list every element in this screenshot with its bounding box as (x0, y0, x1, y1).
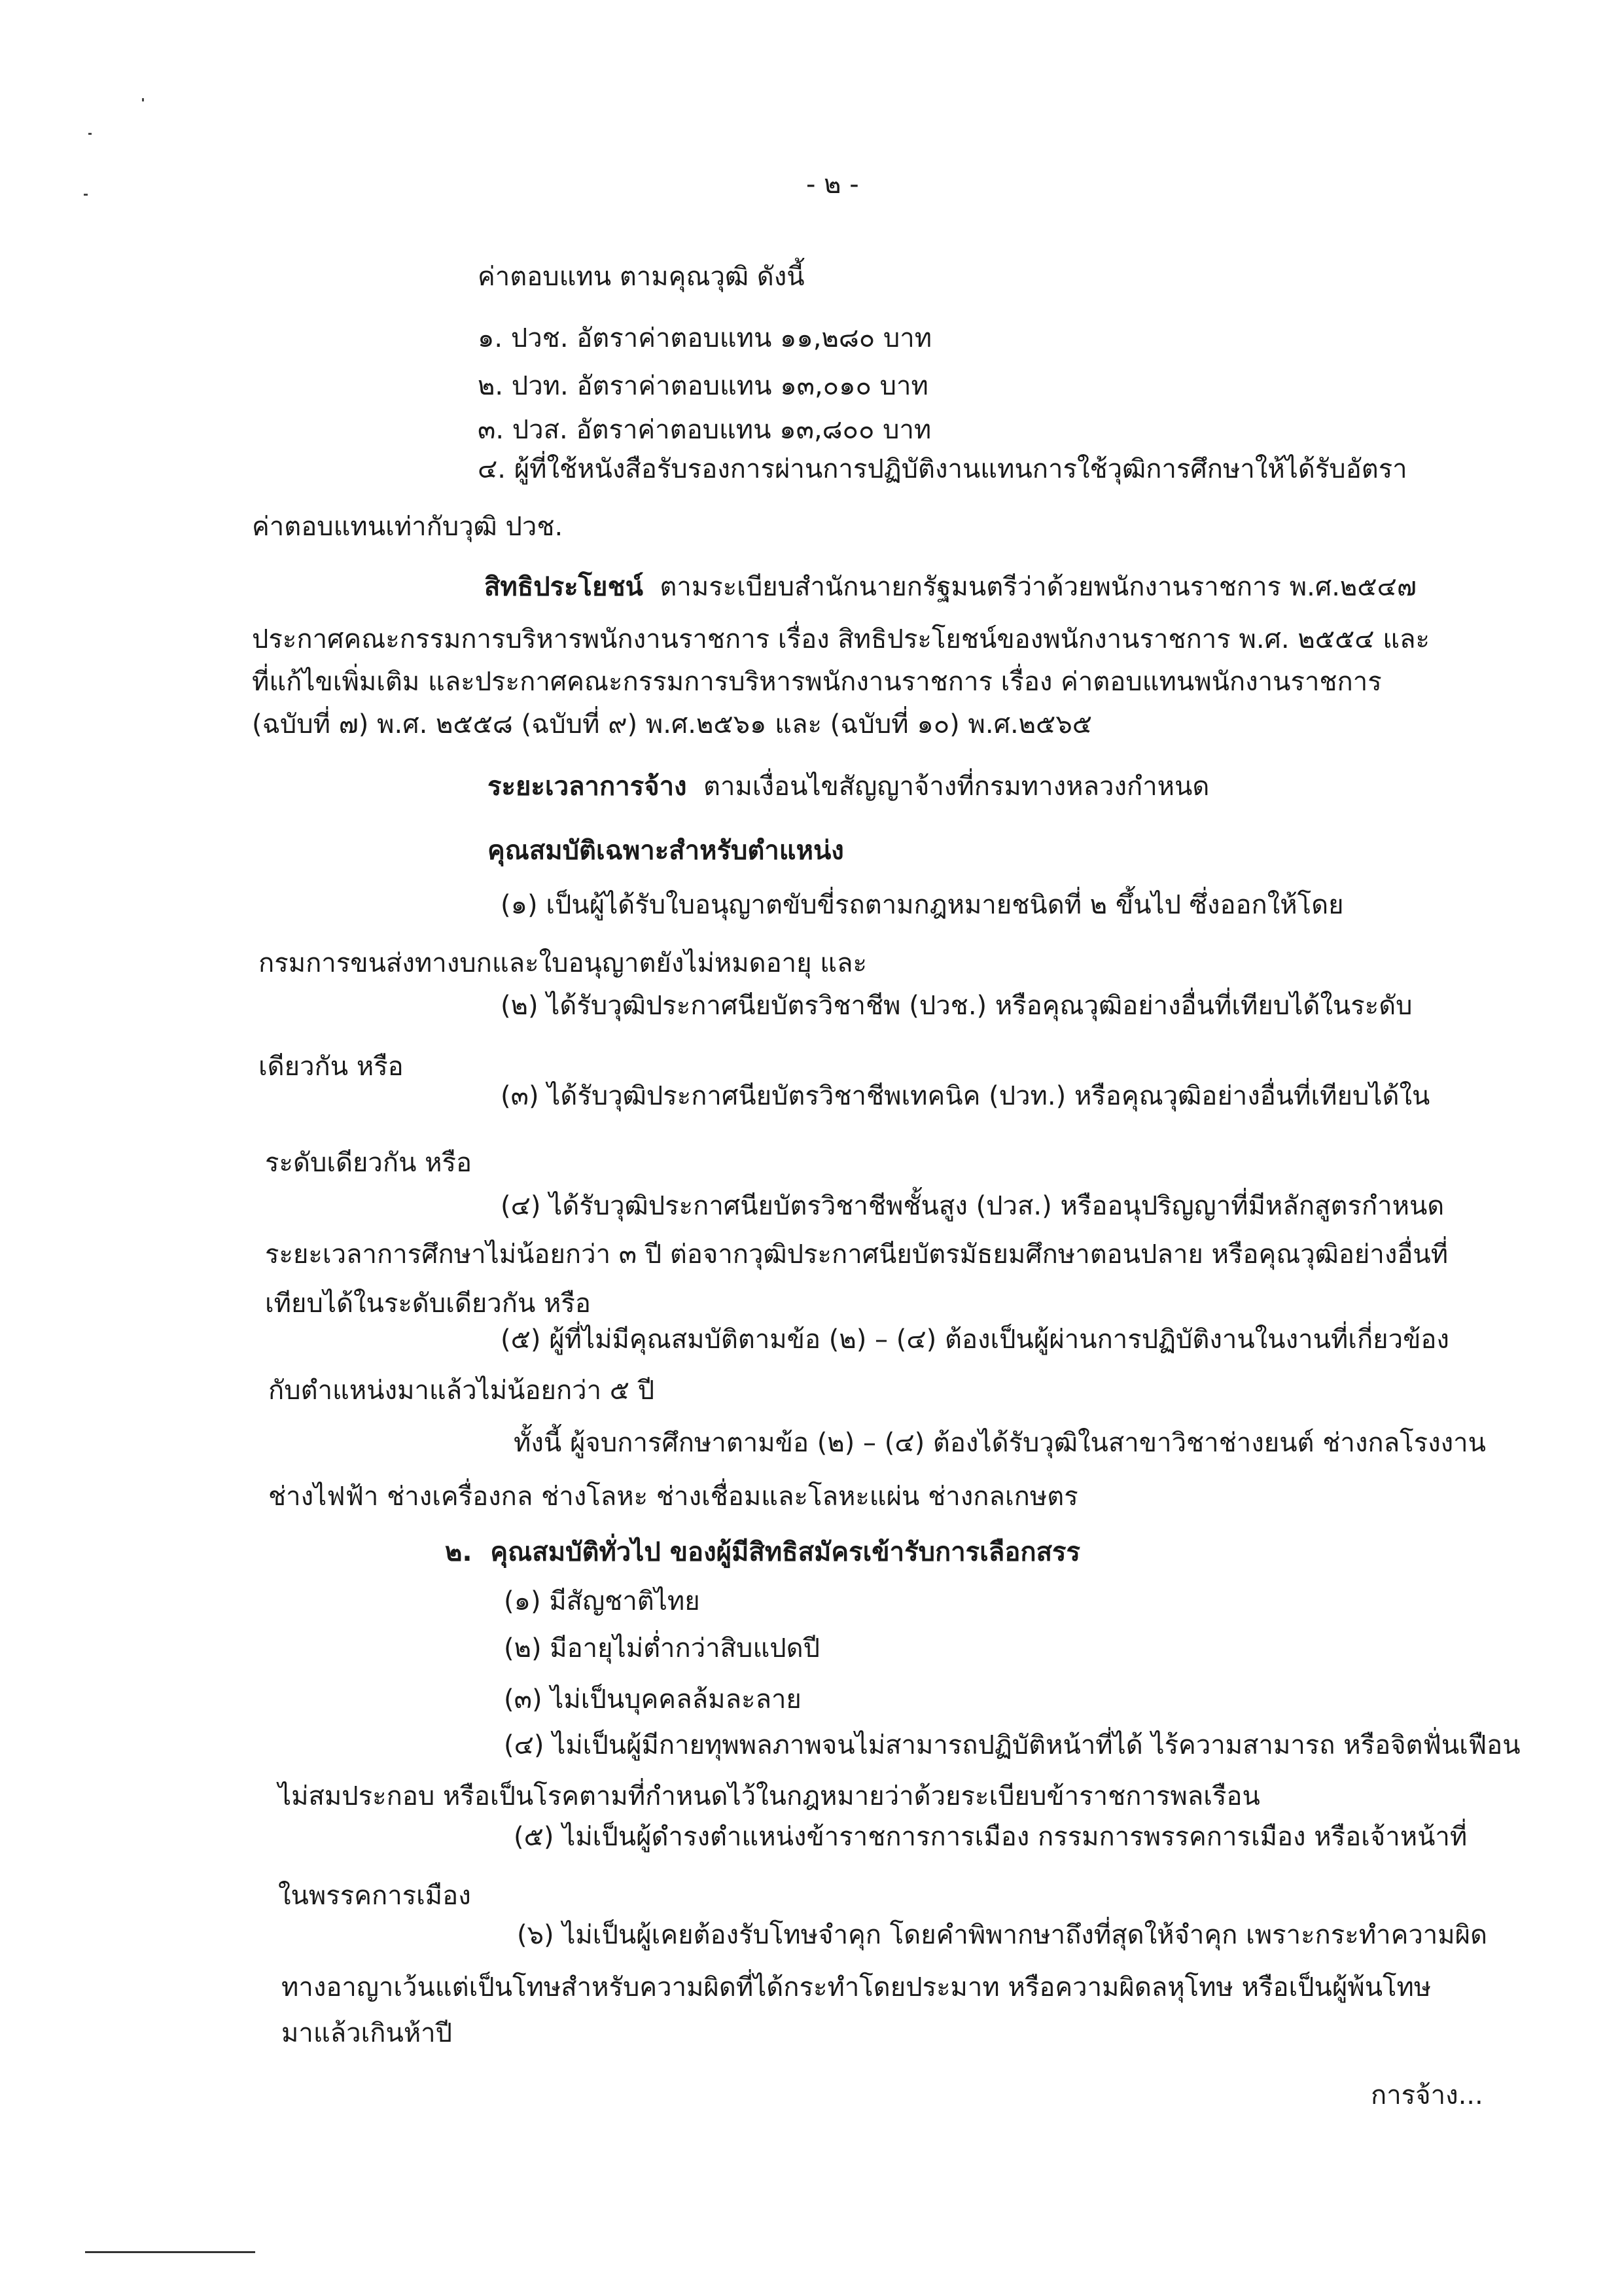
duration-label: ระยะเวลาการจ้าง (487, 772, 687, 802)
page-number: - ๒ - (806, 169, 859, 200)
qualification-3-line-a: (๓) ได้รับวุฒิประกาศนียบัตรวิชาชีพเทคนิค (ปวท.) หรือคุณวุฒิอย่างอื่นที่เทียบได้ใน (501, 1081, 1430, 1111)
benefits-line-1 (484, 569, 1417, 605)
compensation-item-1: ๑. ปวช. อัตราค่าตอบแทน ๑๑,๒๘๐ บาท (478, 323, 932, 353)
compensation-item-4-cont: ค่าตอบแทนเท่ากับวุฒิ ปวช. (252, 512, 563, 542)
qualification-note-line-a: ทั้งนี้ ผู้จบการศึกษาตามข้อ (๒) – (๔) ต้องได้รับวุฒิในสาขาวิชาช่างยนต์ ช่างกลโรงงาน (514, 1428, 1486, 1458)
general-qualifications-number: ๒. (445, 1537, 472, 1567)
benefits-line-4: (ฉบับที่ ๗) พ.ศ. ๒๕๕๘ (ฉบับที่ ๙) พ.ศ.๒๕๖๑ และ (ฉบับที่ ๑๐) พ.ศ.๒๕๖๕ (252, 709, 1092, 739)
qualification-1-line-a: (๑) เป็นผู้ได้รับใบอนุญาตขับขี่รถตามกฎหมายชนิดที่ ๒ ขึ้นไป ซึ่งออกให้โดย (501, 890, 1344, 920)
qualification-4-line-a: (๔) ได้รับวุฒิประกาศนียบัตรวิชาชีพชั้นสูง (ปวส.) หรืออนุปริญญาที่มีหลักสูตรกำหนด (501, 1191, 1445, 1221)
qualification-5-line-b: กับตำแหน่งมาแล้วไม่น้อยกว่า ๕ ปี (268, 1376, 655, 1406)
general-qualifications-heading: คุณสมบัติทั่วไป ของผู้มีสิทธิสมัครเข้ารับการเลือกสรร (490, 1537, 1080, 1567)
general-qualification-6-line-a: (๖) ไม่เป็นผู้เคยต้องรับโทษจำคุก โดยคำพิพากษาถึงที่สุดให้จำคุก เพราะกระทำความผิด (517, 1920, 1488, 1950)
qualification-2-line-b: เดียวกัน หรือ (258, 1052, 404, 1082)
qualification-note-line-b: ช่างไฟฟ้า ช่างเครื่องกล ช่างโลหะ ช่างเชื่อมและโลหะแผ่น ช่างกลเกษตร (268, 1482, 1078, 1512)
general-qualification-1: (๑) มีสัญชาติไทย (504, 1586, 700, 1616)
scan-speck (142, 98, 144, 101)
general-qualification-5-line-b: ในพรรคการเมือง (278, 1881, 471, 1911)
general-qualification-4-line-a: (๔) ไม่เป็นผู้มีกายทุพพลภาพจนไม่สามารถปฏิบัติหน้าที่ได้ ไร้ความสามารถ หรือจิตฟั่นเฟือน (504, 1730, 1521, 1760)
duration-line (487, 769, 1209, 804)
continuation-text: การจ้าง... (1371, 2080, 1483, 2110)
general-qualifications-heading-line (445, 1535, 1080, 1570)
benefits-line-3: ที่แก้ไขเพิ่มเติม และประกาศคณะกรรมการบริหารพนักงานราชการ เรื่อง ค่าตอบแทนพนักงานราชการ (252, 667, 1382, 697)
compensation-item-4: ๔. ผู้ที่ใช้หนังสือรับรองการผ่านการปฏิบัติงานแทนการใช้วุฒิการศึกษาให้ได้รับอัตรา (478, 454, 1407, 484)
compensation-item-2: ๒. ปวท. อัตราค่าตอบแทน ๑๓,๐๑๐ บาท (478, 371, 928, 401)
scan-speck (84, 194, 88, 196)
duration-text: ตามเงื่อนไขสัญญาจ้างที่กรมทางหลวงกำหนด (703, 772, 1210, 802)
benefits-line-2: ประกาศคณะกรรมการบริหารพนักงานราชการ เรื่อง สิทธิประโยชน์ของพนักงานราชการ พ.ศ. ๒๕๕๔ และ (252, 624, 1430, 654)
benefits-text: ตามระเบียบสำนักนายกรัฐมนตรีว่าด้วยพนักงานราชการ พ.ศ.๒๕๔๗ (660, 572, 1417, 602)
qualification-5-line-a: (๕) ผู้ที่ไม่มีคุณสมบัติตามข้อ (๒) – (๔) ต้องเป็นผู้ผ่านการปฏิบัติงานในงานที่เกี่ยวข้อง (501, 1325, 1449, 1355)
qualification-3-line-b: ระดับเดียวกัน หรือ (265, 1148, 472, 1178)
general-qualification-6-line-b: ทางอาญาเว้นแต่เป็นโทษสำหรับความผิดที่ได้กระทำโดยประมาท หรือความผิดลหุโทษ หรือเป็นผู้พ้นโทษ (281, 1972, 1432, 2002)
scan-edge-line (85, 2251, 255, 2253)
qualification-4-line-b: ระยะเวลาการศึกษาไม่น้อยกว่า ๓ ปี ต่อจากวุฒิประกาศนียบัตรมัธยมศึกษาตอนปลาย หรือคุณวุฒิอย่างอื่นที่ (265, 1239, 1449, 1270)
compensation-item-3: ๓. ปวส. อัตราค่าตอบแทน ๑๓,๘๐๐ บาท (478, 415, 932, 445)
general-qualification-5-line-a: (๕) ไม่เป็นผู้ดำรงตำแหน่งข้าราชการการเมือง กรรมการพรรคการเมือง หรือเจ้าหน้าที่ (514, 1822, 1468, 1852)
general-qualification-6-line-c: มาแล้วเกินห้าปี (281, 2018, 453, 2048)
benefits-label: สิทธิประโยชน์ (484, 572, 643, 602)
scan-speck (88, 133, 92, 135)
general-qualification-4-line-b: ไม่สมประกอบ หรือเป็นโรคตามที่กำหนดไว้ในกฎหมายว่าด้วยระเบียบข้าราชการพลเรือน (278, 1781, 1260, 1811)
general-qualification-3: (๓) ไม่เป็นบุคคลล้มละลาย (504, 1684, 802, 1715)
qualification-1-line-b: กรมการขนส่งทางบกและใบอนุญาตยังไม่หมดอายุ และ (258, 948, 867, 978)
specific-qualifications-heading: คุณสมบัติเฉพาะสำหรับตำแหน่ง (487, 836, 844, 866)
compensation-heading: ค่าตอบแทน ตามคุณวุฒิ ดังนี้ (478, 262, 805, 292)
qualification-4-line-c: เทียบได้ในระดับเดียวกัน หรือ (265, 1289, 591, 1319)
general-qualification-2: (๒) มีอายุไม่ต่ำกว่าสิบแปดปี (504, 1633, 820, 1663)
qualification-2-line-a: (๒) ได้รับวุฒิประกาศนียบัตรวิชาชีพ (ปวช.) หรือคุณวุฒิอย่างอื่นที่เทียบได้ในระดับ (501, 991, 1413, 1021)
